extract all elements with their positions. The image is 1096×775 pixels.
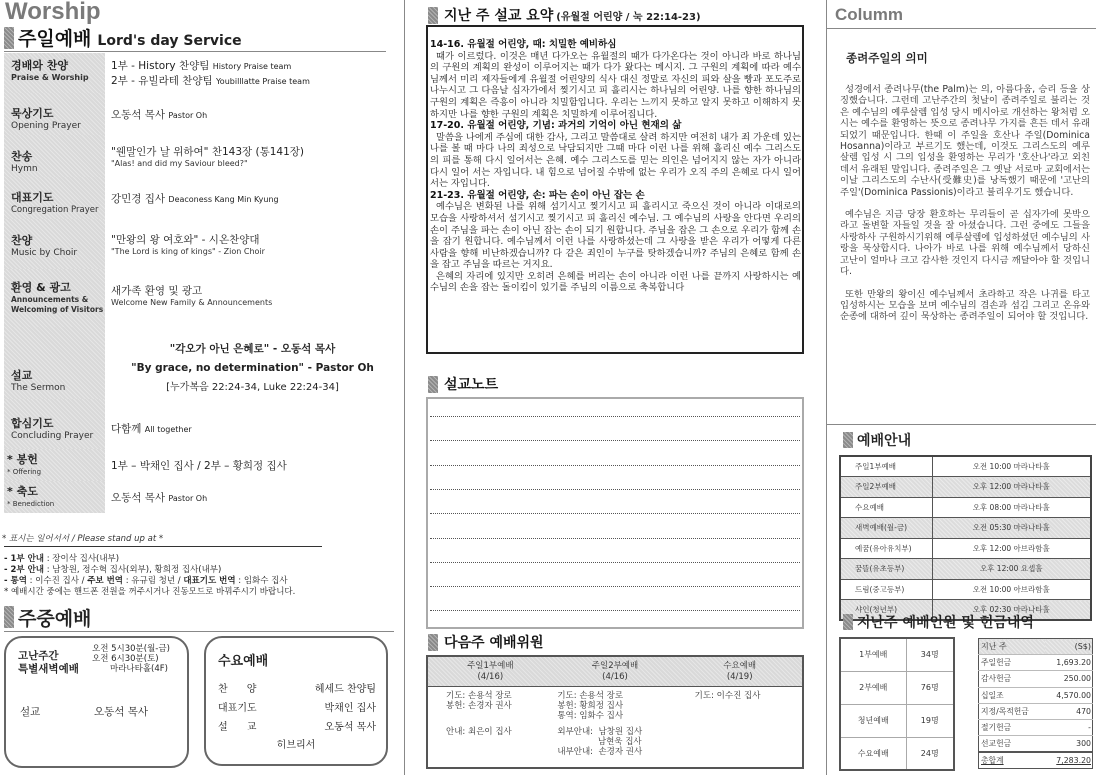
dawn-time-1: 오전 5시30분(월-금) xyxy=(92,644,170,654)
label-en: Announcements & xyxy=(11,295,89,304)
notes-title: 설교노트 xyxy=(444,377,499,393)
label-en: * Offering xyxy=(7,468,42,476)
note-line: - 1부 안내 : 장이삭 집사(내부) xyxy=(4,554,120,564)
dawn-sermon-value: 오동석 목사 xyxy=(94,706,149,718)
attendance-row: 수요예배 24명 xyxy=(840,737,954,770)
next-week-cell: 기도: 이수진 집사 xyxy=(694,691,761,701)
summary-paragraph: 예수님은 변화된 나를 위해 섬기시고 찢기시고 피 흘리시고 죽으신 것이 아니라 이대로의 모습을 사랑하셔서 섬기시고 찢기시고 피 흘리신 예수님. 그 예수님의 사랑을 안다면 우리의 손이 주님을 파는 손이 아닌 잡는 손이 되기 원합니다. 주님을 잡은 그 손으로 우리가 함께 손을 잡기 원합니다. 예수님께서 이런 나를 사랑하셨는데 그 사랑을 받은 우리가 어떻게 다른 사람을 향해 비난하겠습니까? 다 같은 죄인이 누구를 탓하겠습니까? 주님의 은혜로 함께 손을 잡고 주님을 따르는 거지요. xyxy=(430,201,801,271)
column-divider xyxy=(404,0,405,775)
service-notes xyxy=(4,554,295,598)
label-en: * Benediction xyxy=(7,500,55,508)
value-text: 1부 – 박채인 집사 / 2부 – 황희정 집사 xyxy=(111,459,287,472)
order-label xyxy=(4,219,105,269)
right-column xyxy=(826,0,1096,775)
label-en: Praise & Worship xyxy=(11,73,89,82)
offering-header-row: 지난 주 (S$) xyxy=(979,639,1093,655)
report-title: 지난주 예배인원 및 헌금내역 xyxy=(857,615,1034,631)
value-en: Welcome New Family & Announcements xyxy=(111,298,273,307)
section-bar-icon xyxy=(428,7,438,24)
value-en: "The Lord is king of kings" - Zion Choir xyxy=(111,247,265,256)
section-bar-icon xyxy=(843,432,853,448)
column-paragraph: 또한 만왕의 왕이신 예수님께서 초라하고 작은 나귀를 타고 입성하시는 모습을 보며 예수님의 겸손과 섬김 그리고 온유와 순종에 대하여 깊이 묵상하는 종려주일이 되어야 할 것입니다. xyxy=(840,288,1090,323)
label-ko: 대표기도 xyxy=(11,191,54,204)
value-en: Pastor Oh xyxy=(168,110,208,120)
note-line xyxy=(430,489,800,490)
column-title: Columm xyxy=(835,5,903,24)
order-value xyxy=(105,269,394,327)
order-row-sermon xyxy=(4,327,394,399)
order-row-offering xyxy=(4,449,394,481)
order-value xyxy=(105,399,394,449)
notes-header xyxy=(428,374,498,394)
summary-paragraph: 때가 이르렀다. 이것은 매년 다가오는 유월절의 때가 다가온다는 것이 아니라 바로 하나님의 구원의 계획의 완성이 이루어지는 때가 다가 왔다는 메시지. 그 구원의 계획에 따라 예수님께서 미리 제자들에게 유월절 어린양의 식사 대신 정말로 자신의 피와 살을 빵과 포도주로 나누시고 그 다음날 십자가에서 찢기시고 피 흘리시는 하나님의 어린양. 나를 향한 하나님의 구원의 계획은 즉흥이 아니라 치밀함입니다. 우리는 느끼지 못하고 알지 못하고 이해하지 못하지만 나를 향한 구원의 계획은 치밀하게 이루어집니다. xyxy=(430,50,801,120)
note-line: - 통역 : 이수진 집사 / 주보 번역 : 유규림 청년 / 대표기도 번역 : 임화수 집사 xyxy=(4,576,288,586)
label-en-2: Welcoming of Visitors xyxy=(11,305,104,314)
column-paragraph: 예수님은 지금 당장 환호하는 무리들이 곧 십자가에 못박으라고 돌변할 자들일 것을 잘 아셨습니다. 그런 중에도 그들을 사랑하사 구원하시기위해 예루살렘에 입성하셨던 예수님의 사랑을 묵상합시다. 나아가 바로 나를 위해 예수님께서 당하신 고난이 얼마나 크고 감사한 것인지 다시금 깨달아야 할 것입니다. xyxy=(840,209,1090,278)
label-ko: 환영 & 광고 xyxy=(11,281,71,294)
schedule-row: 꿈뜰(유초등부) 오후 12:00 요셉홀 xyxy=(840,559,1091,580)
section-title-ko: 주일예배 xyxy=(18,28,92,50)
dawn-sermon-label: 설교 xyxy=(20,706,41,718)
next-week-header xyxy=(428,632,544,652)
sermon-scripture: [누가복음 22:24-34, Luke 22:24-34] xyxy=(166,382,339,393)
sermon-notes-box[interactable] xyxy=(426,397,804,629)
attendance-row: 청년예배 19명 xyxy=(840,704,954,737)
column-paragraph: 성경에서 종려나무(the Palm)는 의, 아름다움, 승리 등을 상징했습니다. 그런데 고난주간의 첫날이 종려주일로 불리는 것은 예수님의 예루살렘 입성 당시 메시아로 개선하는 왕처럼 오시는 예수를 환영하는 뜻으로 종려나무 가지를 흔든 데서 유래되었기 때문입니다. 한때 이 주일을 호산나 주일(Dominica Hosanna)이라고 부르기도 했는데, 이것도 그리스도의 예루살렘 입성 시 그의 입성을 환영하는 무리가 '호산나'라고 외친 데서 유래된 말입니다. 종려주일은 그 옛날 서로마 교회에서는 이날 그리스도의 수난사(受難史)를 낭독했기 때문에 '고난의 주일'(Dominica Passionis)이라고 불리우기도 했습니다. xyxy=(840,84,1090,198)
offering-row: 절기헌금 - xyxy=(979,719,1093,735)
wednesday-row: 대표기도 박채인 집사 xyxy=(218,703,376,714)
dawn-service-box xyxy=(4,636,189,768)
schedule-table xyxy=(839,455,1092,621)
order-value xyxy=(105,449,394,481)
dawn-time-2: 오전 6시30분(토) xyxy=(92,654,159,664)
label-en: Hymn xyxy=(11,164,38,174)
label-en: Opening Prayer xyxy=(11,121,81,131)
summary-header xyxy=(428,5,701,25)
schedule-row: 수요예배 오후 08:00 마라나타홀 xyxy=(840,497,1091,518)
order-label xyxy=(4,481,105,513)
schedule-row: 주일1부예배 오전 10:00 마라나타홀 xyxy=(840,456,1091,477)
value-text: "만왕의 왕 여호와" - 시온찬양대 xyxy=(111,234,260,246)
worship-order-column xyxy=(0,0,398,775)
attendance-row: 2부예배 76명 xyxy=(840,671,954,704)
report-header xyxy=(843,612,1034,632)
value-en: Pastor Oh xyxy=(168,493,208,503)
note-line: - 2부 안내 : 남창원, 정수혁 집사(외부), 황희정 집사(내부) xyxy=(4,565,222,575)
label-ko: 경배와 찬양 xyxy=(11,59,68,72)
dawn-times xyxy=(92,644,170,674)
order-value xyxy=(105,327,394,399)
column-subtitle: 종려주일의 의미 xyxy=(846,51,928,65)
wednesday-title: 수요예배 xyxy=(218,654,269,669)
label-ko: * 봉헌 xyxy=(7,453,38,466)
order-label xyxy=(4,269,105,327)
order-row-concluding-prayer xyxy=(4,399,394,449)
middle-column xyxy=(420,0,810,775)
order-label xyxy=(4,135,105,177)
attendance-row: 1부예배 34명 xyxy=(840,638,954,671)
order-label xyxy=(4,53,105,93)
offering-total-row: 총합계 7,283.20 xyxy=(979,752,1093,768)
note-line xyxy=(430,465,800,466)
summary-heading: 17-20. 유월절 어린양, 기념: 과거의 기억이 아닌 현재의 삶 xyxy=(430,120,682,132)
schedule-header xyxy=(843,430,911,450)
value-text: 강민경 집사 xyxy=(111,192,166,205)
next-week-col-header: 주일1부예배 (4/16) xyxy=(467,661,514,682)
next-week-table xyxy=(426,655,804,769)
next-week-col-header: 수요예배 (4/19) xyxy=(723,661,757,682)
order-value xyxy=(105,93,394,135)
note-line xyxy=(430,513,800,514)
schedule-row: 주일2부예배 오후 12:00 마라나타홀 xyxy=(840,477,1091,498)
wednesday-book: 히브리서 xyxy=(276,740,316,751)
column-body xyxy=(840,84,1090,334)
value-text: 오동석 목사 xyxy=(111,108,166,121)
note-line xyxy=(430,538,800,539)
value-text: 새가족 환영 및 광고 xyxy=(111,285,203,297)
dawn-title: 고난주간 특별새벽예배 xyxy=(18,650,79,675)
note-line: * 예배시간 중에는 핸드폰 전원을 꺼주시거나 진동모드로 바꿔주시기 바랍니다. xyxy=(4,587,296,597)
schedule-row: 샤인(청년부) 오후 02:30 마라나타홀 xyxy=(840,600,1091,621)
offering-row: 지정/목적헌금 470 xyxy=(979,703,1093,719)
order-row-announcements xyxy=(4,269,394,327)
section-title-en: Lord's day Service xyxy=(97,33,242,49)
next-week-header-row xyxy=(428,657,802,687)
order-label xyxy=(4,177,105,219)
sermon-title-ko: "각오가 아닌 은혜로" - 오동석 목사 xyxy=(169,343,336,355)
label-ko: 합심기도 xyxy=(11,417,54,430)
divider xyxy=(4,546,322,547)
order-row-benediction xyxy=(4,481,394,513)
summary-heading: 21-23. 유월절 어린양, 손: 파는 손이 아닌 잡는 손 xyxy=(430,189,645,201)
order-row-praise xyxy=(4,53,394,93)
note-line xyxy=(430,610,800,611)
sermon-title-en: "By grace, no determination" - Pastor Oh xyxy=(131,362,374,374)
schedule-title: 예배안내 xyxy=(857,433,912,449)
order-row-hymn xyxy=(4,135,394,177)
label-ko: 설교 xyxy=(11,369,33,382)
wednesday-service-box xyxy=(204,636,388,766)
next-week-title: 다음주 예배위원 xyxy=(444,635,544,651)
order-label xyxy=(4,449,105,481)
summary-paragraph: 말씀을 나에게 주심에 대한 감사, 그리고 말씀대로 살려 하지만 여전히 내가 죄 가운데 있는 나를 볼 때 마다 나의 죄성으로 낙담되지만 그때 마다 이런 나를 위해 흘리신 예수 그리스도의 피를 통해 다시 일어서는 은혜. 예수 그리스도를 믿는 의인은 넘어지지 않는 자가 아니라 다시 일어 서는 자입니다. 내 힘으로 넘어질 수밖에 없는 우리가 오직 주의 은혜로 다시 일어서는 자입니다. xyxy=(430,131,801,190)
value-en: Deaconess Kang Min Kyung xyxy=(168,194,279,204)
order-value xyxy=(105,135,394,177)
wednesday-row: 설 교 오동석 목사 xyxy=(218,722,376,733)
label-en: Congregation Prayer xyxy=(11,205,99,215)
section-bar-icon xyxy=(428,634,438,651)
value-text: 오동석 목사 xyxy=(111,491,166,504)
section-bar-icon xyxy=(843,614,853,630)
label-ko: 찬양 xyxy=(11,234,33,247)
sermon-summary xyxy=(426,25,804,354)
stand-note: * 표시는 일어서서 / Please stand up at * xyxy=(2,534,164,544)
divider xyxy=(826,28,1096,29)
next-week-col-header: 주일2부예배 (4/16) xyxy=(591,661,639,682)
label-en: Concluding Prayer xyxy=(11,431,94,441)
label-en: The Sermon xyxy=(11,383,66,393)
offering-row: 감사헌금 250.00 xyxy=(979,671,1093,687)
summary-subtitle: (유월절 어린양 / 눅 22:14-23) xyxy=(556,11,701,23)
section-bar-icon xyxy=(428,376,438,393)
value-en: "Alas! and did my Saviour bleed?" xyxy=(111,159,248,168)
note-line xyxy=(430,562,800,563)
offering-row: 주일헌금 1,693.20 xyxy=(979,655,1093,671)
section-bar-icon xyxy=(4,606,14,628)
lords-day-header xyxy=(4,26,386,52)
summary-paragraph: 은혜의 자리에 있지만 오히려 은혜를 버리는 손이 아니라 이런 나를 끝까지 사랑하시는 예수님의 손을 잡는 돌이킴이 있기를 주님의 이름으로 축복합니다 xyxy=(430,270,801,294)
schedule-row: 드림(중고등부) 오전 10:00 아브라함홀 xyxy=(840,579,1091,600)
offering-table xyxy=(978,638,1093,769)
divider xyxy=(826,424,1096,425)
value-line-en: Youbilllatte Praise team xyxy=(215,77,310,86)
summary-heading: 14-16. 유월절 어린양, 때: 치밀한 예비하심 xyxy=(430,39,617,50)
next-week-cell: 기도: 손용석 장로 봉헌: 황희정 집사 통역: 임화수 집사 외부안내: 남창원 집사 남현욱 집사 내부안내: 손경자 권사 xyxy=(557,691,643,757)
order-row-congregation-prayer xyxy=(4,177,394,219)
section-bar-icon xyxy=(4,27,14,49)
weekday-title: 주중예배 xyxy=(18,608,92,630)
schedule-row: 새벽예배(월-금) 오전 05:30 마라나타홀 xyxy=(840,518,1091,539)
order-value xyxy=(105,177,394,219)
order-of-service xyxy=(4,53,394,513)
order-label xyxy=(4,327,105,399)
note-line xyxy=(430,586,800,587)
value-line-en: History Praise team xyxy=(212,62,292,71)
value-text: "웬말인가 날 위하여" 찬143장 (통141장) xyxy=(111,146,305,158)
order-label xyxy=(4,399,105,449)
note-line xyxy=(430,416,800,417)
value-text: 다함께 xyxy=(111,422,142,435)
attendance-table xyxy=(839,637,955,771)
value-en: All together xyxy=(144,424,192,434)
value-line: 2부 - 유빌라테 찬양팀 xyxy=(111,75,213,87)
label-en: Music by Choir xyxy=(11,248,78,258)
weekday-header xyxy=(4,602,394,632)
label-ko: 찬송 xyxy=(11,150,33,163)
summary-title: 지난 주 설교 요약 xyxy=(444,8,554,24)
note-line xyxy=(430,440,800,441)
next-week-cell: 기도: 손용석 장로 봉헌: 손경자 권사 안내: 최은이 집사 xyxy=(446,691,512,737)
dawn-location: 마라나타홀(4F) xyxy=(110,664,168,674)
offering-row: 선교헌금 300 xyxy=(979,736,1093,752)
value-line: 1부 - History 찬양팀 xyxy=(111,60,210,72)
order-value xyxy=(105,219,394,269)
offering-row: 십일조 4,570.00 xyxy=(979,687,1093,703)
label-ko: * 축도 xyxy=(7,485,38,498)
wednesday-row: 찬 양 헤세드 찬양팀 xyxy=(218,684,376,695)
label-ko: 묵상기도 xyxy=(11,107,54,120)
next-week-body-row xyxy=(428,687,802,757)
schedule-row: 예꿈(유아유치부) 오후 12:00 아브라함홀 xyxy=(840,538,1091,559)
order-label xyxy=(4,93,105,135)
worship-title: Worship xyxy=(5,0,101,25)
order-row-opening-prayer xyxy=(4,93,394,135)
order-row-choir xyxy=(4,219,394,269)
order-value xyxy=(105,481,394,513)
order-value xyxy=(105,53,394,93)
